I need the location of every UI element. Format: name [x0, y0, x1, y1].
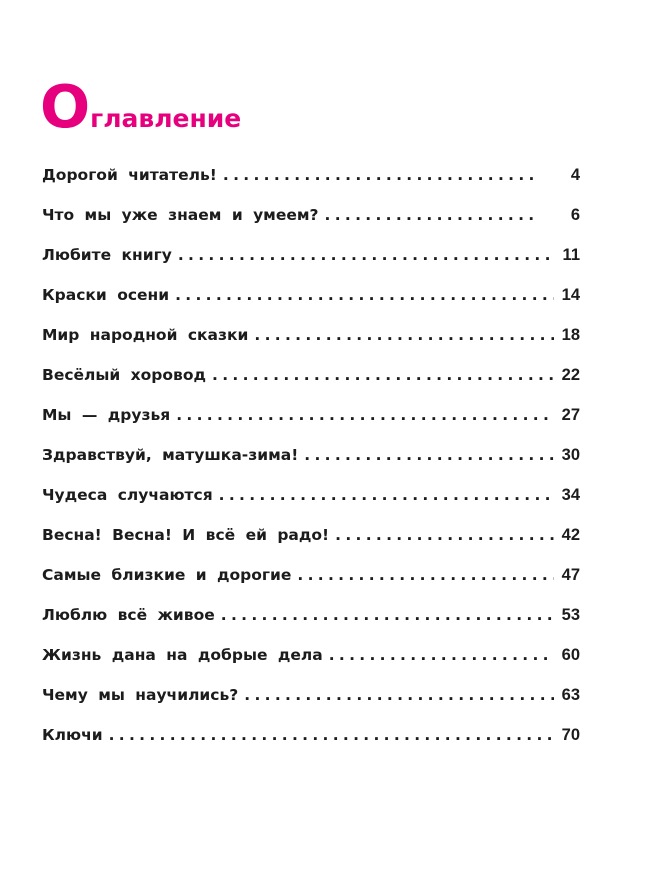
- toc-entry-page: 18: [561, 326, 580, 344]
- page-title: [40, 72, 242, 142]
- toc-entry[interactable]: [42, 686, 580, 726]
- toc-entry[interactable]: [42, 486, 580, 526]
- toc-entry-page: 63: [561, 686, 580, 704]
- dot-leader: [219, 486, 554, 504]
- toc-entry-page: 14: [561, 286, 580, 304]
- toc-entry-title: Дорогой читатель!: [42, 166, 217, 184]
- toc-entry[interactable]: [42, 606, 580, 646]
- toc-entry-page: 60: [561, 646, 580, 664]
- toc-entry[interactable]: [42, 406, 580, 446]
- toc-entry[interactable]: [42, 526, 580, 566]
- dot-leader: [325, 206, 538, 224]
- toc-entry[interactable]: [42, 326, 580, 366]
- toc-entry-title: Чудеса случаются: [42, 486, 213, 504]
- toc-entry-page: 27: [561, 406, 580, 424]
- toc-entry[interactable]: [42, 646, 580, 686]
- toc-entry-title: Любите книгу: [42, 246, 172, 264]
- toc-entry-page: 47: [561, 566, 580, 584]
- dot-leader: [212, 366, 554, 384]
- toc-entry-page: 11: [562, 246, 580, 264]
- toc-entry[interactable]: [42, 246, 580, 286]
- toc-entry[interactable]: [42, 286, 580, 326]
- toc-entry-title: Что мы уже знаем и умеем?: [42, 206, 319, 224]
- dot-leader: [176, 406, 554, 424]
- toc-entry-title: Весёлый хоровод: [42, 366, 207, 384]
- dot-leader: [329, 646, 554, 664]
- toc-entry-title: Мир народной сказки: [42, 326, 249, 344]
- toc-entry-title: Люблю всё живое: [42, 606, 215, 624]
- dot-leader: [221, 606, 554, 624]
- toc-entry-page: 53: [561, 606, 580, 624]
- toc-entry-page: 22: [561, 366, 580, 384]
- toc-entry-title: Ключи: [42, 726, 103, 744]
- toc-entry[interactable]: [42, 166, 580, 206]
- toc-entry-title: Жизнь дана на добрые дела: [42, 646, 323, 664]
- dot-leader: [304, 446, 554, 464]
- toc-entry-title: Краски осени: [42, 286, 170, 304]
- dot-leader: [223, 166, 538, 184]
- dot-leader: [244, 686, 554, 704]
- dot-leader: [109, 726, 554, 744]
- toc-entry-page: 42: [561, 526, 580, 544]
- dot-leader: [254, 326, 554, 344]
- toc-entry[interactable]: [42, 446, 580, 486]
- toc-entry[interactable]: [42, 726, 580, 766]
- toc-entry[interactable]: [42, 366, 580, 406]
- toc-entry-title: Мы — друзья: [42, 406, 171, 424]
- toc-entry-page: 34: [561, 486, 580, 504]
- dot-leader: [335, 526, 554, 544]
- toc-entry-page: 30: [561, 446, 580, 464]
- toc-entry[interactable]: [42, 206, 580, 246]
- dot-leader: [178, 246, 554, 264]
- toc-entry-page: 70: [561, 726, 580, 744]
- title-rest: главление: [90, 104, 242, 134]
- toc-entry-title: Здравствуй, матушка-зима!: [42, 446, 299, 464]
- toc-entry-title: Весна! Весна! И всё ей радо!: [42, 526, 330, 544]
- dot-leader: [297, 566, 554, 584]
- toc-entry-page: 6: [570, 206, 580, 224]
- toc-entry-page: 4: [570, 166, 580, 184]
- dot-leader: [175, 286, 554, 304]
- toc-entry[interactable]: [42, 566, 580, 606]
- title-initial: О: [40, 72, 90, 142]
- toc-entry-title: Самые близкие и дорогие: [42, 566, 292, 584]
- table-of-contents: [42, 166, 580, 766]
- toc-entry-title: Чему мы научились?: [42, 686, 239, 704]
